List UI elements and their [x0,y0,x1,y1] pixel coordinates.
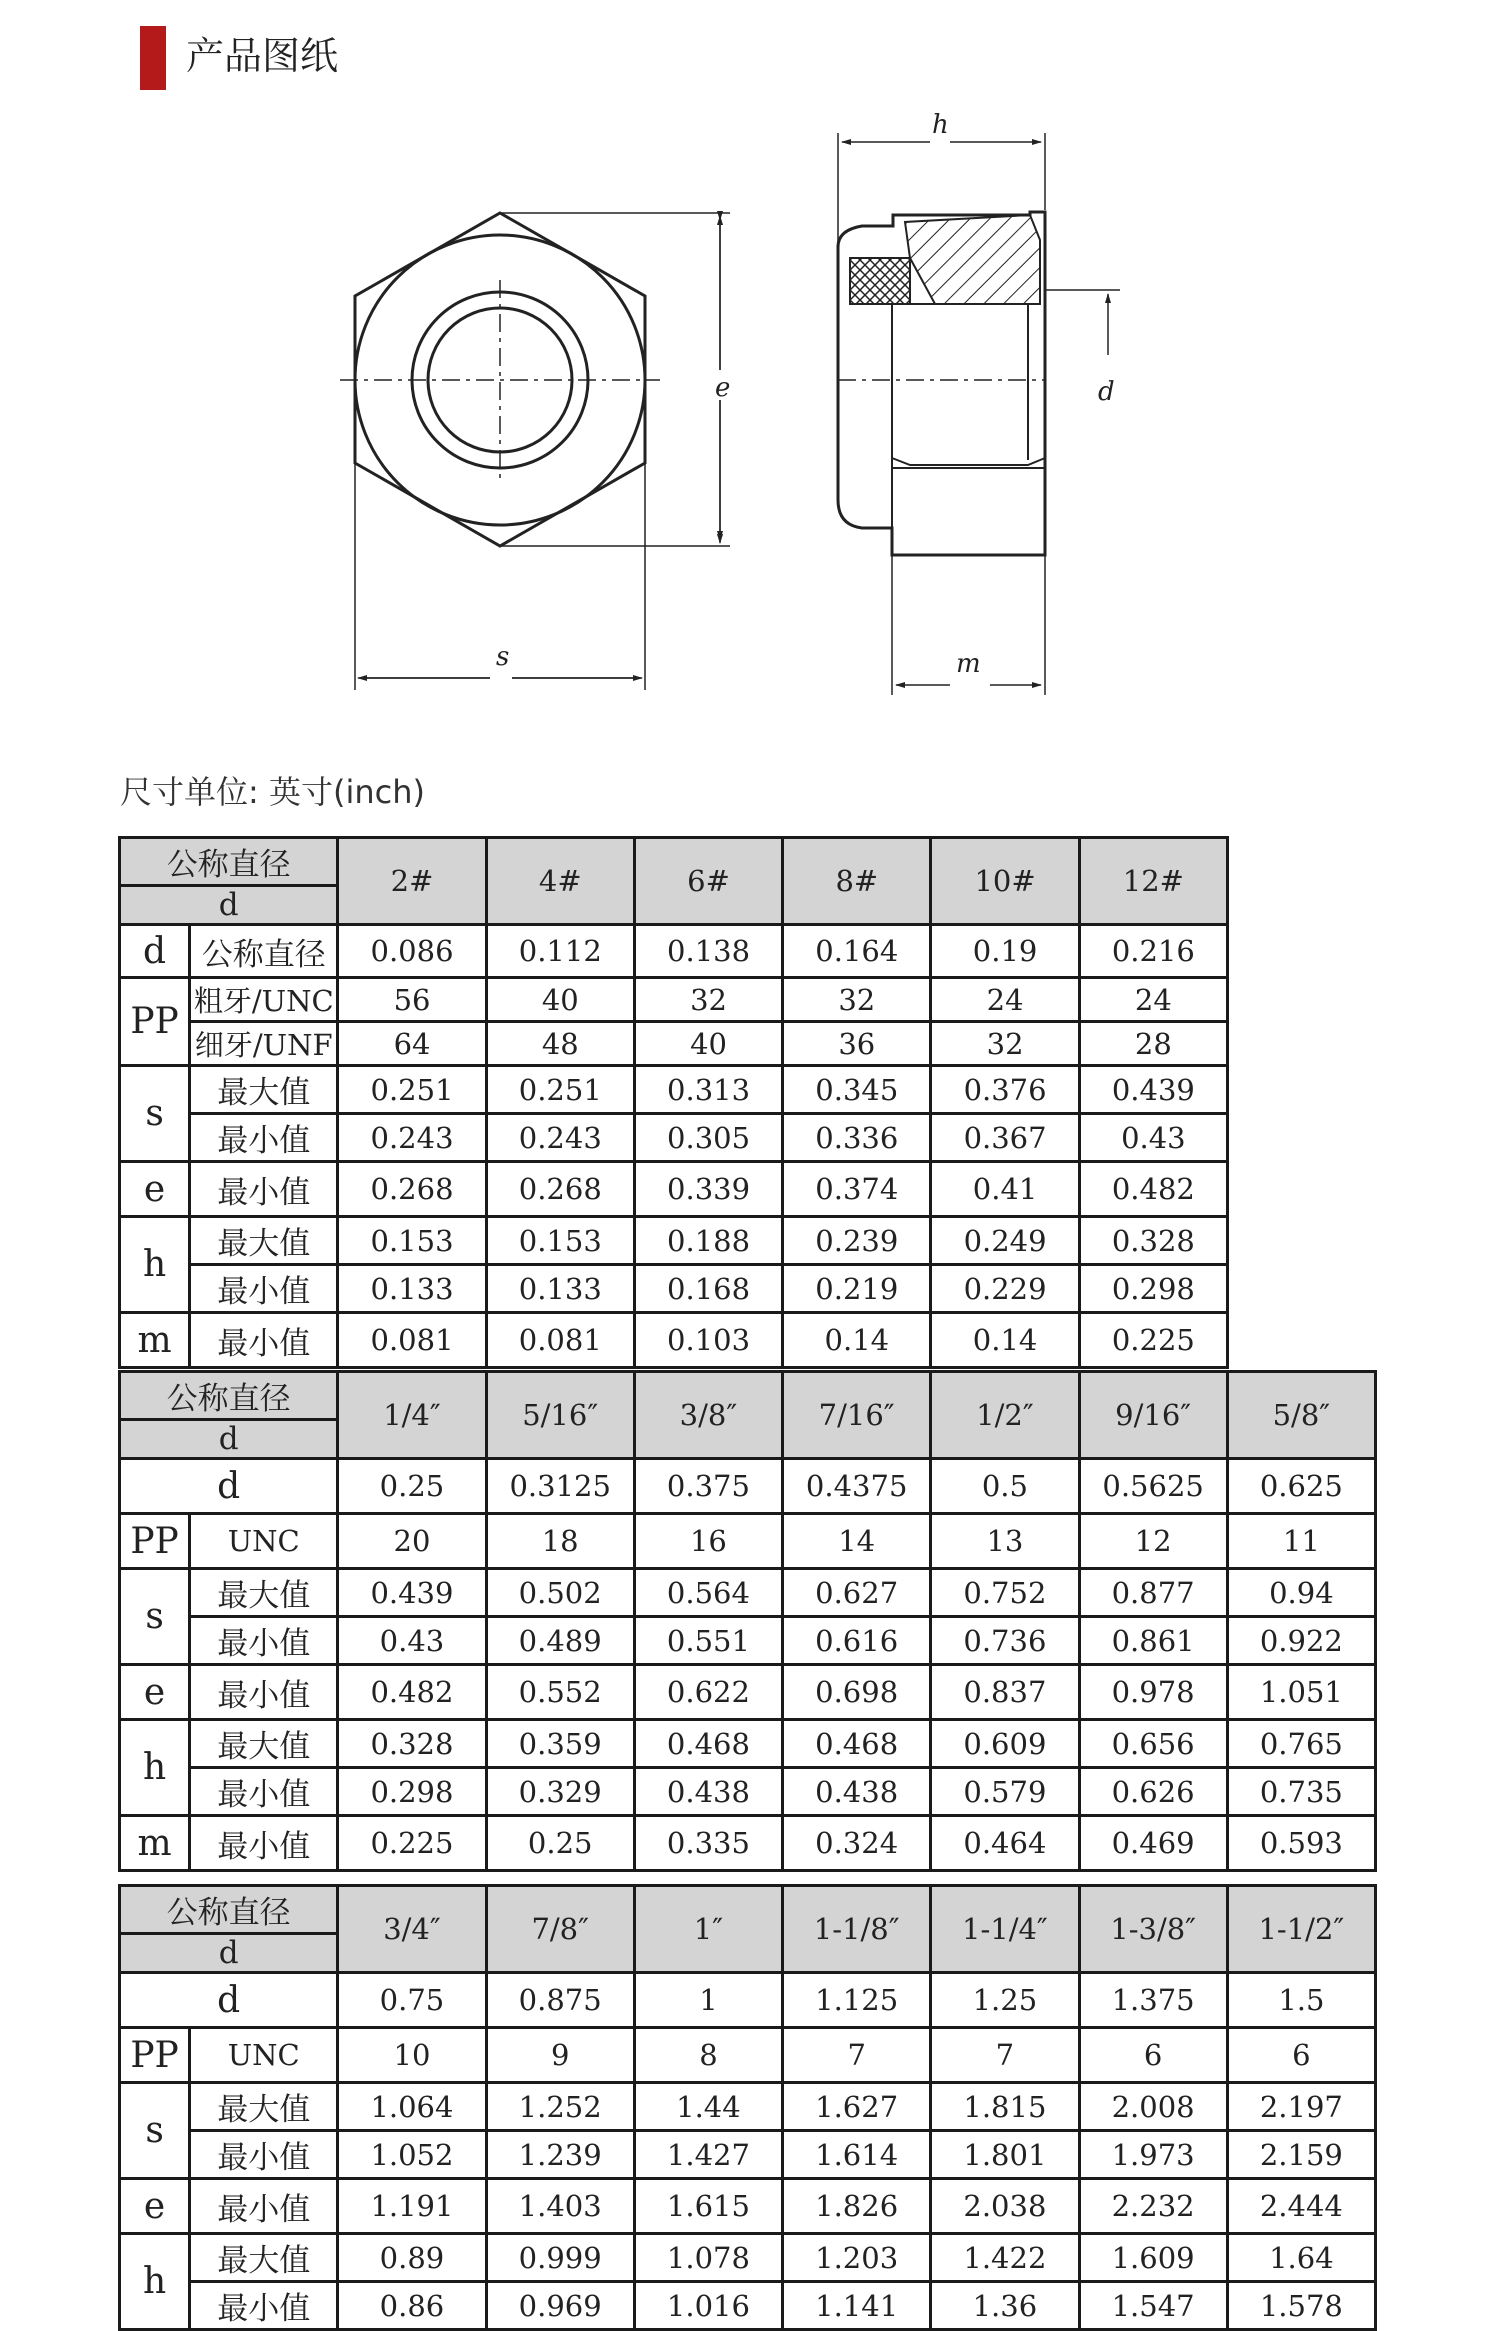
table-cell: 0.656 [1079,1720,1227,1768]
table-cell: 0.616 [783,1617,931,1665]
table-row [120,1265,1228,1313]
table-cell: 0.469 [1079,1816,1227,1871]
table-cell: 1.801 [931,2131,1079,2179]
row-label: 最小值 [190,1768,338,1816]
row-label: 最小值 [190,1665,338,1720]
table-cell: 0.999 [486,2234,634,2282]
row-symbol: h [120,1720,190,1816]
table-cell: 2.038 [931,2179,1079,2234]
table-cell: 11 [1227,1514,1375,1569]
spec-table-3 [118,1884,1377,2331]
table-cell: 0.551 [634,1617,782,1665]
table-cell: 0.25 [486,1816,634,1871]
table-row [120,1114,1228,1162]
table-cell: 24 [931,978,1079,1022]
table-cell: 0.081 [486,1313,634,1368]
table-cell: 1.052 [338,2131,486,2179]
row-symbol: s [120,1569,190,1665]
table-cell: 7 [783,2028,931,2083]
table-cell: 0.133 [338,1265,486,1313]
spec-table-2 [118,1370,1377,1872]
table-cell: 1.078 [634,2234,782,2282]
table-cell: 32 [783,978,931,1022]
row-symbol: d [120,1459,338,1514]
table-cell: 0.251 [486,1066,634,1114]
table-cell: 1.141 [783,2282,931,2330]
table-cell: 0.468 [634,1720,782,1768]
table-cell: 1.016 [634,2282,782,2330]
table-row [120,978,1228,1022]
table-cell: 0.765 [1227,1720,1375,1768]
table-cell: 0.188 [634,1217,782,1265]
table-cell: 0.328 [1079,1217,1227,1265]
table-cell: 12 [1079,1514,1227,1569]
table-cell: 1.44 [634,2083,782,2131]
row-label: 公称直径 [190,925,338,978]
table-row [120,1617,1376,1665]
table-row [120,1217,1228,1265]
table-cell: 0.153 [486,1217,634,1265]
table-cell: 20 [338,1514,486,1569]
table-row [120,1768,1376,1816]
row-symbol: PP [120,978,190,1066]
row-label: 最小值 [190,2282,338,2330]
table-cell: 0.225 [338,1816,486,1871]
table-cell: 0.438 [783,1768,931,1816]
table-cell: 0.19 [931,925,1079,978]
table-cell: 1.815 [931,2083,1079,2131]
size-header: 8# [783,838,931,925]
table-cell: 0.219 [783,1265,931,1313]
size-header: 1-1/8″ [783,1886,931,1973]
table-cell: 0.735 [1227,1768,1375,1816]
table-cell: 0.243 [338,1114,486,1162]
table-cell: 0.978 [1079,1665,1227,1720]
row-symbol: d [120,1973,338,2028]
nominal-diameter-header: 公称直径 [120,1886,338,1934]
table-row [120,2083,1376,2131]
table-cell: 0.626 [1079,1768,1227,1816]
table-cell: 32 [634,978,782,1022]
table-cell: 1.25 [931,1973,1079,2028]
header-accent-bar [140,26,166,90]
table-cell: 0.86 [338,2282,486,2330]
table-cell: 0.3125 [486,1459,634,1514]
table-cell: 0.752 [931,1569,1079,1617]
table-cell: 0.305 [634,1114,782,1162]
row-symbol: PP [120,2028,190,2083]
size-header: 1/2″ [931,1372,1079,1459]
table-cell: 0.229 [931,1265,1079,1313]
table-cell: 0.225 [1079,1313,1227,1368]
table-cell: 9 [486,2028,634,2083]
row-symbol: h [120,2234,190,2330]
size-header: 3/8″ [634,1372,782,1459]
table-cell: 0.367 [931,1114,1079,1162]
table-row [120,1162,1228,1217]
table-cell: 0.579 [931,1768,1079,1816]
row-label: 最小值 [190,1617,338,1665]
table-cell: 1.252 [486,2083,634,2131]
table-cell: 0.313 [634,1066,782,1114]
dim-label-m: m [956,649,981,679]
table-cell: 1.826 [783,2179,931,2234]
table-cell: 0.439 [1079,1066,1227,1114]
table-cell: 0.922 [1227,1617,1375,1665]
table-cell: 0.359 [486,1720,634,1768]
table-cell: 0.4375 [783,1459,931,1514]
table-cell: 0.736 [931,1617,1079,1665]
spec-table-1 [118,836,1229,1369]
front-view [340,213,730,690]
row-symbol: e [120,2179,190,2234]
table-cell: 0.627 [783,1569,931,1617]
size-header: 7/16″ [783,1372,931,1459]
table-cell: 0.14 [783,1313,931,1368]
table-cell: 0.298 [1079,1265,1227,1313]
table-cell: 1.5 [1227,1973,1375,2028]
row-label: 最大值 [190,1720,338,1768]
size-header: 1-3/8″ [1079,1886,1227,1973]
table-row [120,1514,1376,1569]
table-cell: 0.94 [1227,1569,1375,1617]
table-cell: 32 [931,1022,1079,1066]
header-row [120,838,1228,886]
table-cell: 0.464 [931,1816,1079,1871]
table-cell: 16 [634,1514,782,1569]
table-cell: 40 [634,1022,782,1066]
size-header: 5/16″ [486,1372,634,1459]
table-cell: 1.64 [1227,2234,1375,2282]
d-header: d [120,1934,338,1973]
table-cell: 0.875 [486,1973,634,2028]
table-cell: 2.159 [1227,2131,1375,2179]
size-header: 6# [634,838,782,925]
table-cell: 0.336 [783,1114,931,1162]
table-cell: 1.973 [1079,2131,1227,2179]
table-cell: 0.112 [486,925,634,978]
size-header: 1″ [634,1886,782,1973]
header-row [120,1372,1376,1420]
table-cell: 0.375 [634,1459,782,1514]
table-cell: 28 [1079,1022,1227,1066]
table-cell: 0.502 [486,1569,634,1617]
table-cell: 0.439 [338,1569,486,1617]
table-cell: 0.43 [1079,1114,1227,1162]
table-cell: 0.625 [1227,1459,1375,1514]
size-header: 1-1/2″ [1227,1886,1375,1973]
dim-label-h: h [932,110,949,140]
table-cell: 1.403 [486,2179,634,2234]
row-label: 细牙/UNF [190,1022,338,1066]
table-row [120,2282,1376,2330]
table-cell: 0.329 [486,1768,634,1816]
d-header: d [120,1420,338,1459]
table-cell: 0.622 [634,1665,782,1720]
table-cell: 1.614 [783,2131,931,2179]
table-cell: 0.133 [486,1265,634,1313]
table-cell: 0.335 [634,1816,782,1871]
size-header: 2# [338,838,486,925]
table-cell: 0.249 [931,1217,1079,1265]
table-cell: 10 [338,2028,486,2083]
table-cell: 0.877 [1079,1569,1227,1617]
table-cell: 0.593 [1227,1816,1375,1871]
table-cell: 0.25 [338,1459,486,1514]
size-header: 4# [486,838,634,925]
table-cell: 2.197 [1227,2083,1375,2131]
unit-label: 尺寸单位: 英寸(inch) [120,773,425,811]
table-cell: 1.547 [1079,2282,1227,2330]
row-label: 最小值 [190,1265,338,1313]
row-label: 最小值 [190,1313,338,1368]
table-cell: 64 [338,1022,486,1066]
table-row [120,2028,1376,2083]
table-cell: 2.008 [1079,2083,1227,2131]
table-cell: 0.081 [338,1313,486,1368]
table-cell: 1.239 [486,2131,634,2179]
table-cell: 1.203 [783,2234,931,2282]
table-cell: 1.191 [338,2179,486,2234]
table-row [120,1569,1376,1617]
nominal-diameter-header: 公称直径 [120,838,338,886]
table-cell: 0.164 [783,925,931,978]
table-cell: 1.427 [634,2131,782,2179]
table-cell: 0.251 [338,1066,486,1114]
table-cell: 0.468 [783,1720,931,1768]
table-cell: 0.14 [931,1313,1079,1368]
table-cell: 0.837 [931,1665,1079,1720]
nominal-diameter-header: 公称直径 [120,1372,338,1420]
row-label: 最小值 [190,2179,338,2234]
table-cell: 0.345 [783,1066,931,1114]
row-label: 粗牙/UNC [190,978,338,1022]
table-row [120,1313,1228,1368]
table-cell: 0.43 [338,1617,486,1665]
table-cell: 0.339 [634,1162,782,1217]
side-view [838,133,1120,695]
table-cell: 40 [486,978,634,1022]
table-cell: 0.489 [486,1617,634,1665]
row-label: 最小值 [190,1114,338,1162]
table-cell: 0.89 [338,2234,486,2282]
d-header: d [120,886,338,925]
size-header: 7/8″ [486,1886,634,1973]
table-cell: 0.153 [338,1217,486,1265]
table-cell: 8 [634,2028,782,2083]
table-cell: 0.376 [931,1066,1079,1114]
table-cell: 0.564 [634,1569,782,1617]
table-cell: 0.328 [338,1720,486,1768]
row-symbol: m [120,1816,190,1871]
table-cell: 2.232 [1079,2179,1227,2234]
row-symbol: e [120,1665,190,1720]
table-cell: 0.324 [783,1816,931,1871]
dim-label-s: s [496,642,510,672]
size-header: 12# [1079,838,1227,925]
table-cell: 0.216 [1079,925,1227,978]
table-cell: 0.168 [634,1265,782,1313]
table-cell: 0.5625 [1079,1459,1227,1514]
table-cell: 6 [1079,2028,1227,2083]
row-symbol: d [120,925,190,978]
table-cell: 0.243 [486,1114,634,1162]
table-cell: 1.627 [783,2083,931,2131]
table-row [120,2179,1376,2234]
table-cell: 7 [931,2028,1079,2083]
row-label: 最小值 [190,1816,338,1871]
table-cell: 0.482 [1079,1162,1227,1217]
table-cell: 0.268 [338,1162,486,1217]
table-cell: 0.41 [931,1162,1079,1217]
table-cell: 0.5 [931,1459,1079,1514]
row-label: 最小值 [190,1162,338,1217]
table-cell: 0.698 [783,1665,931,1720]
table-cell: 1.36 [931,2282,1079,2330]
table-cell: 1.609 [1079,2234,1227,2282]
table-cell: 0.086 [338,925,486,978]
size-header: 3/4″ [338,1886,486,1973]
row-label: UNC [190,1514,338,1569]
table-cell: 1.422 [931,2234,1079,2282]
table-row [120,1066,1228,1114]
table-cell: 2.444 [1227,2179,1375,2234]
table-cell: 24 [1079,978,1227,1022]
row-symbol: e [120,1162,190,1217]
size-header: 9/16″ [1079,1372,1227,1459]
row-symbol: s [120,2083,190,2179]
table-cell: 1.578 [1227,2282,1375,2330]
row-symbol: s [120,1066,190,1162]
row-label: 最大值 [190,1066,338,1114]
table-cell: 0.239 [783,1217,931,1265]
row-label: UNC [190,2028,338,2083]
table-row [120,1816,1376,1871]
table-cell: 0.75 [338,1973,486,2028]
dim-label-e: e [715,373,731,403]
table-cell: 1.375 [1079,1973,1227,2028]
table-cell: 13 [931,1514,1079,1569]
table-row [120,1665,1376,1720]
table-cell: 0.552 [486,1665,634,1720]
technical-drawing [0,95,1500,735]
table-row [120,2234,1376,2282]
row-label: 最大值 [190,1569,338,1617]
table-cell: 0.374 [783,1162,931,1217]
header-row [120,1886,1376,1934]
table-cell: 1 [634,1973,782,2028]
table-cell: 6 [1227,2028,1375,2083]
size-header: 1-1/4″ [931,1886,1079,1973]
table-row [120,1459,1376,1514]
table-cell: 1.615 [634,2179,782,2234]
table-row [120,2131,1376,2179]
size-header: 1/4″ [338,1372,486,1459]
table-cell: 0.438 [634,1768,782,1816]
row-label: 最小值 [190,2131,338,2179]
row-symbol: h [120,1217,190,1313]
row-symbol: PP [120,1514,190,1569]
table-cell: 36 [783,1022,931,1066]
table-cell: 0.138 [634,925,782,978]
table-cell: 18 [486,1514,634,1569]
table-row [120,925,1228,978]
table-cell: 1.064 [338,2083,486,2131]
table-cell: 0.103 [634,1313,782,1368]
row-label: 最大值 [190,2234,338,2282]
table-cell: 14 [783,1514,931,1569]
table-cell: 0.969 [486,2282,634,2330]
row-label: 最大值 [190,1217,338,1265]
size-header: 5/8″ [1227,1372,1375,1459]
table-cell: 0.861 [1079,1617,1227,1665]
page-title: 产品图纸 [186,34,339,78]
row-label: 最大值 [190,2083,338,2131]
table-cell: 0.298 [338,1768,486,1816]
table-cell: 56 [338,978,486,1022]
table-cell: 1.125 [783,1973,931,2028]
table-row [120,1973,1376,2028]
dim-label-d: d [1098,377,1115,407]
row-symbol: m [120,1313,190,1368]
table-cell: 48 [486,1022,634,1066]
table-cell: 1.051 [1227,1665,1375,1720]
table-cell: 0.609 [931,1720,1079,1768]
size-header: 10# [931,838,1079,925]
table-row [120,1720,1376,1768]
table-cell: 0.268 [486,1162,634,1217]
table-row [120,1022,1228,1066]
table-cell: 0.482 [338,1665,486,1720]
